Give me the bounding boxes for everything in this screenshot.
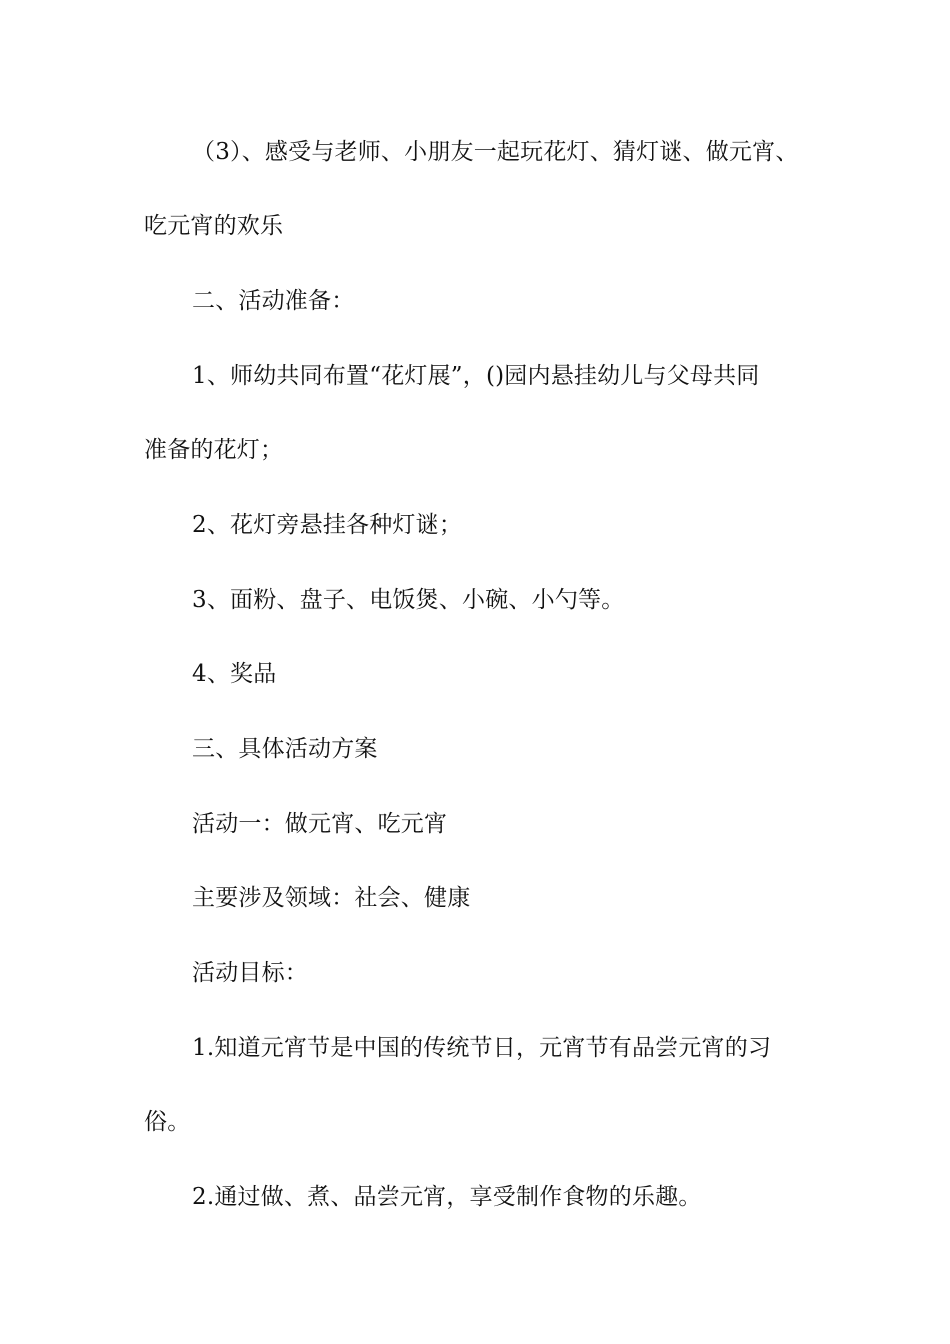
text-line-goal-3-cont: 吃元宵的欢乐 [144, 213, 284, 239]
text-line-prep-3: 3、面粉、盘子、电饭煲、小碗、小勺等。 [192, 587, 625, 613]
text-line-prep-1-cont: 准备的花灯； [144, 437, 284, 463]
text-line-goal-a-cont: 俗。 [144, 1109, 191, 1135]
text-line-goal-b: 2.通过做、煮、品尝元宵，享受制作食物的乐趣。 [192, 1184, 702, 1210]
activity-domains: 主要涉及领域：社会、健康 [192, 885, 471, 911]
section-heading-preparation: 二、活动准备： [192, 288, 355, 314]
text-line-prep-2: 2、花灯旁悬挂各种灯谜； [192, 512, 463, 538]
activity-title: 活动一：做元宵、吃元宵 [192, 811, 448, 837]
activity-goals-heading: 活动目标： [192, 960, 308, 986]
section-heading-plan: 三、具体活动方案 [192, 736, 378, 762]
text-line-prep-1: 1、师幼共同布置“花灯展”，()园内悬挂幼儿与父母共同 [192, 363, 760, 389]
text-line-goal-3: （3）、感受与老师、小朋友一起玩花灯、猜灯谜、做元宵、 [192, 139, 799, 165]
text-line-goal-a: 1.知道元宵节是中国的传统节日，元宵节有品尝元宵的习 [192, 1035, 772, 1061]
text-line-prep-4: 4、奖品 [192, 661, 277, 687]
